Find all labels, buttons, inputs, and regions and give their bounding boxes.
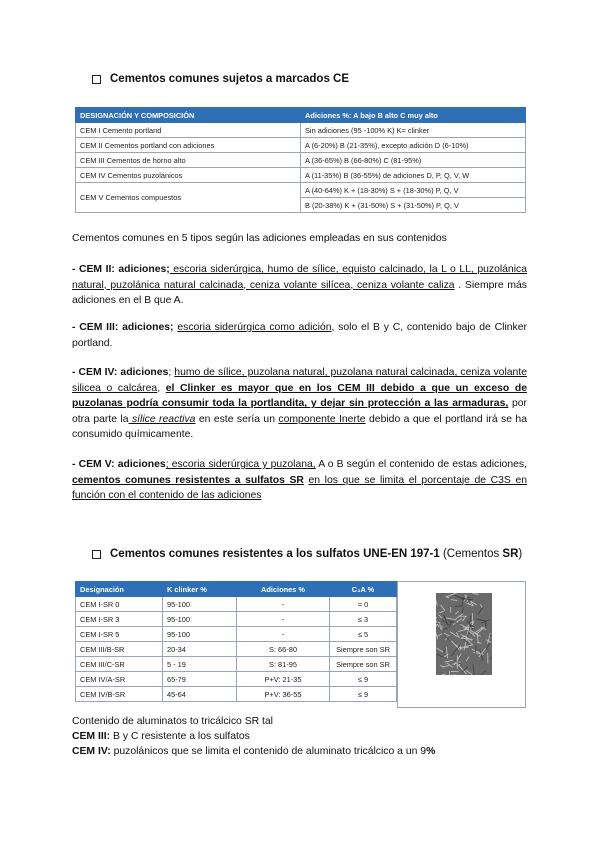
section-heading-ce	[92, 73, 349, 85]
footer-cem-iii-label: CEM III:	[72, 731, 111, 742]
table-row	[76, 687, 397, 702]
footer-cem-iii-text: B y C resistente a los sulfatos	[110, 731, 250, 742]
cem-iv-comma: ,	[157, 382, 166, 394]
table-cell: CEM III Cementos de horno alto	[76, 153, 301, 168]
heading-sr-open: (Cementos	[439, 548, 503, 560]
table-cell: = 0	[330, 597, 397, 612]
footer-cem-iv-pct: %	[426, 746, 436, 757]
cem-iv-silice-reactiva: sílice reactiva	[128, 413, 196, 425]
table-cell: S: 81-95	[237, 657, 330, 672]
checkbox-bullet-icon	[92, 75, 101, 84]
table-cell: CEM IV/B-SR	[76, 687, 163, 702]
footer-cem-iv-text: puzolánicos que se limita el contenido de aluminato tricálcico a un 9	[110, 746, 427, 757]
table-row	[76, 123, 526, 138]
table-cell: ≤ 9	[330, 687, 397, 702]
micrograph-frame	[397, 581, 526, 708]
table-header-cell: Designación	[76, 582, 163, 597]
table-row	[76, 642, 397, 657]
table-cell: 95-100	[163, 597, 237, 612]
cem-v-text: A o B según el contenido de estas adiciones,	[315, 459, 527, 470]
table-cell: 95-100	[163, 612, 237, 627]
table-cell: A (6-20%) B (21-35%), excepto adición D (6-10%)	[301, 138, 526, 153]
table-cell: CEM V Cementos compuestos	[76, 183, 301, 213]
micrograph-image	[436, 593, 492, 675]
table-header-row	[76, 582, 397, 597]
table-header-cell: Adiciones %	[237, 582, 330, 597]
table-cell: 65-79	[163, 672, 237, 687]
table-cell: A (36-65%) B (66-80%) C (81-95%)	[301, 153, 526, 168]
sr-cements-table	[75, 581, 397, 702]
table-cell: CEM III/B-SR	[76, 642, 163, 657]
table-cell: B (20-38%) K + (31-50%) S + (31-50%) P, Q, V	[301, 198, 526, 213]
table-cell: Siempre son SR	[330, 642, 397, 657]
table-row	[76, 168, 526, 183]
ce-composition-table	[75, 107, 526, 213]
cem-iv-additions-list: humo de sílice, puzolana natural, puzolana natural calcinada, ceniza volante silicea o calcárea	[72, 367, 527, 394]
footer-line-3	[72, 744, 435, 759]
table-header-row	[76, 108, 526, 123]
table-cell: CEM I-SR 5	[76, 627, 163, 642]
table-header-cell: C₃A %	[330, 582, 397, 597]
section-heading-sr	[92, 548, 522, 560]
table-cell: CEM I-SR 3	[76, 612, 163, 627]
table-row	[76, 627, 397, 642]
cem-iii-label: - CEM III: adiciones;	[72, 322, 174, 333]
table-cell: 20-34	[163, 642, 237, 657]
table-cell: ≤ 3	[330, 612, 397, 627]
section-heading-sr-text	[110, 548, 522, 560]
paragraph-cem-iv	[72, 365, 527, 443]
cem-iv-clinker-note: el Clinker es mayor que en los CEM III debido a que un exceso de puzolanas podría consumir toda la portlandita, y dejar sin protección a las armaduras,	[72, 382, 528, 410]
cem-ii-label: - CEM II: adiciones;	[72, 264, 170, 275]
table-cell: -	[237, 627, 330, 642]
footer-cem-iv-label: CEM IV:	[72, 746, 111, 757]
intro-text: Cementos comunes en 5 tipos según las adiciones empleadas en sus contenidos	[72, 233, 447, 244]
footer-line-1: Contenido de aluminatos to tricálcico SR tal	[72, 716, 273, 727]
heading-sr-close: )	[518, 548, 523, 560]
cem-iv-end: debido a que el portland irá se ha consumido químicamente.	[72, 413, 527, 441]
cem-iv-mid: por otra parte la	[72, 398, 527, 425]
table-cell: CEM II Cementos portland con adiciones	[76, 138, 301, 153]
cem-v-additions: ; escoria siderúrgica y puzolana,	[165, 459, 316, 470]
table-row	[76, 138, 526, 153]
cem-iii-rest: , solo el B y C, contenido bajo de Clinker portland.	[72, 322, 527, 349]
table-row	[76, 153, 526, 168]
heading-sr-bold: Cementos comunes resistentes a los sulfatos UNE-EN 197-1	[110, 548, 440, 560]
cem-iv-label: - CEM IV: adiciones	[72, 367, 169, 378]
table-cell: A (40-64%) K + (18-30%) S + (18-30%) P, Q, V	[301, 183, 526, 198]
table-header-cell: K clinker %	[163, 582, 237, 597]
cem-iv-componente-inerte: componente Inerte	[278, 413, 366, 425]
table-cell: P+V: 21-35	[237, 672, 330, 687]
cem-iv-separator: ;	[168, 367, 175, 378]
paragraph-cem-iii	[72, 320, 527, 351]
table-cell: ≤ 9	[330, 672, 397, 687]
cem-v-c3s-note: en los que se limita el porcentaje de C3S en función con el contenido de las adiciones	[72, 474, 527, 502]
table-header-cell: DESIGNACIÓN Y COMPOSICIÓN	[76, 108, 301, 123]
cem-v-label: - CEM V: adiciones	[72, 459, 166, 470]
table-cell: CEM I Cemento portland	[76, 123, 301, 138]
sr-table-body	[76, 597, 397, 702]
table-cell: -	[237, 612, 330, 627]
paragraph-cem-ii	[72, 262, 527, 309]
table-cell: P+V: 36-55	[237, 687, 330, 702]
table-cell: ≤ 5	[330, 627, 397, 642]
checkbox-bullet-icon	[92, 550, 101, 559]
table-cell: A (11-35%) B (36-55%) de adiciones D, P, Q, V, W	[301, 168, 526, 183]
table-cell: CEM I-SR 0	[76, 597, 163, 612]
table-cell: CEM III/C-SR	[76, 657, 163, 672]
cem-ii-additions-list: escoria siderúrgica, humo de sílice, equisto calcinado, la L o LL, puzolánica natural, puzolánica natural calcinada, ceniza volante silícea, ceniza volante caliza	[72, 264, 527, 291]
table-row	[76, 612, 397, 627]
footer-line-2	[72, 729, 250, 744]
table-cell: 45-64	[163, 687, 237, 702]
section-heading-ce-text: Cementos comunes sujetos a marcados CE	[110, 73, 350, 85]
table-cell: S: 66-80	[237, 642, 330, 657]
cem-iii-addition: escoria siderúrgica como adición	[177, 322, 332, 333]
table-row	[76, 183, 526, 198]
table-header-cell: Adiciones %: A bajo B alto C muy alto	[301, 108, 526, 123]
table-cell: CEM IV/A-SR	[76, 672, 163, 687]
heading-sr-abbr: SR	[502, 548, 519, 560]
table-row	[76, 657, 397, 672]
table-cell: CEM IV Cementos puzolánicos	[76, 168, 301, 183]
table-row	[76, 672, 397, 687]
cem-ii-end: . Siempre más adiciones en el B que A.	[72, 279, 527, 307]
table-cell: 95-100	[163, 627, 237, 642]
table-cell: Sin adiciones (95 -100% K) K= clinker	[301, 123, 526, 138]
cem-iv-mid2: en este sería un	[195, 413, 279, 425]
table-row	[76, 597, 397, 612]
cem-v-sr-note: cementos comunes resistentes a sulfatos SR	[72, 474, 304, 486]
paragraph-cem-v	[72, 457, 527, 504]
table-cell: 5 - 19	[163, 657, 237, 672]
table-cell: -	[237, 597, 330, 612]
table-cell: Siempre son SR	[330, 657, 397, 672]
